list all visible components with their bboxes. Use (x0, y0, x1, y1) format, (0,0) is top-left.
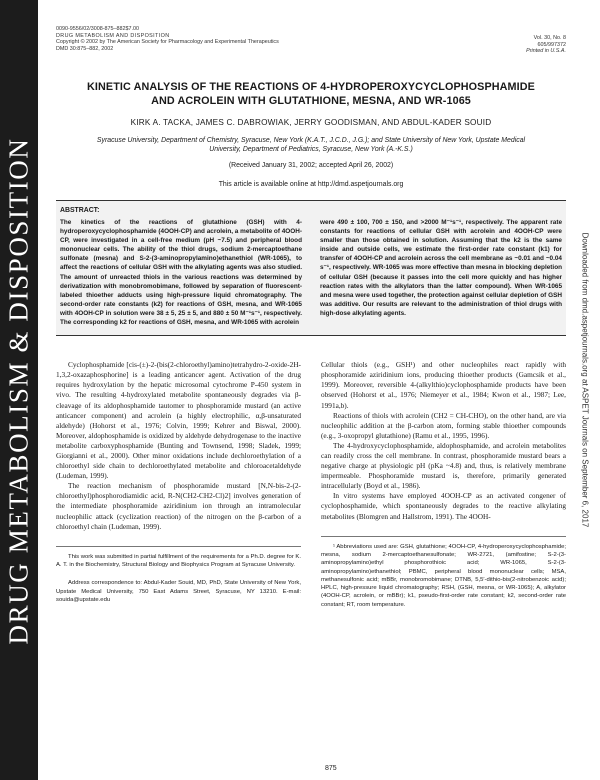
footnote-separator (56, 546, 301, 547)
header-volume: Vol. 30, No. 8 (533, 35, 566, 41)
footnote-separator (321, 536, 566, 537)
header-id: 605/997372 (537, 41, 566, 48)
body-paragraph: Cellular thiols (e.g., GSH¹) and other nucleophiles react rapidly with phosphoramide aziridinium ions, producing thioether products (Gamcsik et al., 1999). Moreover, reversible 4-(alkylthio)cyclophosphamide products have been observed (Hohorst et al., 1976; Niemeyer et al., 1984; Kwon et al., 1987; Lee, 1991a,b). (321, 360, 566, 410)
article-title (56, 80, 566, 108)
header-citation: DMD 30:875–882, 2002 (56, 45, 114, 52)
title-line-2: AND ACROLEIN WITH GLUTATHIONE, MESNA, AND WR-1065 (151, 95, 471, 107)
correspondence-footnote: Address correspondence to: Abdul-Kader Souid, MD, PhD, State University of New York, Upstate Medical University, 750 East Adams Street, Syracuse, NY 13210. E-mail: souida@upstate.edu (56, 580, 301, 603)
running-header (56, 26, 566, 60)
header-copyright: Copyright © 2002 by The American Society for Pharmacology and Experimental Therapeutics (56, 39, 279, 45)
body-paragraph: The 4-hydroxycyclophosphamide, aldophosphamide, and acrolein metabolites can readily cross the cell membrane. In contrast, phosphoramide mustard bears a negative charge at physiologic pH (pKa ~4.8) and, thus, is relatively membrane impermeable. Phosphoramide mustard is, therefore, primarily generated intracellularly (Boyd et al., 1986). (321, 440, 566, 491)
author-list: KIRK A. TACKA, JAMES C. DABROWIAK, JERRY GOODISMAN, AND ABDUL-KADER SOUID (130, 118, 492, 127)
download-note: Downloaded from dmd.aspetjournals.org at ASPET Journals on September 6, 2017 (580, 232, 590, 528)
header-printed: Printed in U.S.A. (526, 48, 566, 54)
header-right (526, 35, 566, 55)
body-right-column (321, 360, 566, 609)
online-availability: This article is available online at http://dmd.aspetjournals.org (218, 181, 404, 188)
abstract-heading: ABSTRACT: (60, 207, 100, 214)
title-line-1: KINETIC ANALYSIS OF THE REACTIONS OF 4-HYDROPEROXYCYCLOPHOSPHAMIDE (87, 81, 535, 93)
body-paragraph: Cyclophosphamide [cis-(±)-2-(bis(2-chloroethyl)amino)tetrahydro-2-oxide-2H-1,3,2-oxazaphosphorine] is a leading anticancer agent. Activation of the drug requires hydroxylation by the hepatic microsomal cytochrome P-450 system in vivo. The resulting 4-hydroxylated metabolite spontaneously degrades via β-cleavage of its aldophosphamide tautomer to phosphoramide mustard (an active anticancer component) and acrolein (a highly electrophilic, α,β-unsaturated aldehyde) (Hohorst et al., 1976; Colvin, 1999; Kehrer and Biswal, 2000). Moreover, aldophosphamide is oxidized by aldehyde dehydrogenase to the inactive metabolite carboxyphosphamide (Bunting and Townsend, 1998; Sladek, 1999; Giorgianni et al., 2000). Other minor oxidations include dechloroethylation of a chloroethyl side chain to dechloroethylated metabolite and chloroacetaldehyde (Ludeman, 1999). (56, 360, 301, 481)
abstract-right-column: were 490 ± 100, 700 ± 150, and >2000 M⁻¹s⁻¹, respectively. The apparent rate constants for reactions of cellular GSH with acrolein and 4OOH-CP were smaller than those obtained in solution. Assuming that the k2 is the same inside and outside cells, we estimate the first-order rate constant (k1) for transfer of 4OOH-CP and acrolein across the cell membrane as ~0.01 and ~0.04 s⁻¹, respectively. WR-1065 was more effective than mesna in blocking depletion of cellular GSH (because it passes into the cell more quickly and has higher reaction rates with the alkylators than the latter compound). When WR-1065 and mesna were used together, the protection against cellular depletion of GSH was additive. Our results are relevant to the administration of thiol drugs with high-dose alkylating agents. (320, 219, 562, 317)
page-number: 875 (325, 765, 337, 772)
affiliation-line-2: University, Department of Pediatrics, Syracuse, New York (A.-K.S.) (209, 146, 413, 153)
header-left (56, 26, 279, 52)
body-left-column (56, 360, 301, 609)
header-journal: DRUG METABOLISM AND DISPOSITION (56, 32, 170, 39)
body-paragraph: Reactions of thiols with acrolein (CH2 = CH-CHO), on the other hand, are via nucleophilic addition at the β-carbon atom, forming stable thioether compounds (e.g., 3-oxopropyl glutathione) (Ramu et al., 1995, 1996). (321, 410, 566, 440)
body-paragraph: The reaction mechanism of phosphoramide mustard [N,N-bis-2-(2-chloroethyl)phosphorodiamidic acid, R-N(CH2-CH2-Cl)2] involves generation of the intermediate phosphoramide aziridinium ion through an intramolecular nucleophilic attack (cyclization reaction) of the nitrogen on the β-carbon of a chloroethyl chain (Ludeman, 1999). (56, 481, 301, 531)
received-dates: (Received January 31, 2002; accepted April 26, 2002) (228, 162, 394, 169)
affiliations (56, 136, 566, 154)
abstract-columns (60, 218, 562, 327)
header-issn: 0090-9556/02/3008-875–882$7.00 (56, 26, 140, 32)
body-columns (56, 360, 566, 609)
abstract-left-column: The kinetics of the reactions of glutathione (GSH) with 4-hydroperoxycyclophosphamide (4OOH-CP) and acrolein, a metabolite of 4OOH-CP, were investigated in a cell-free medium (pH ~7.5) and peripheral blood mononuclear cells. The ability of the thiol drugs, sodium 2-mercaptoethane sulfonate (mesna) and S-2-(3-aminopropylamino)ethanethiol (WR-1065), to affect the reactions of cellular GSH with the alkylating agents was also studied. The amount of unreacted thiols in the various reactions was determined by derivatization with monobromobimane, followed by separation of fluorescent-labeled thioether adducts using high-pressure liquid chromatography. The second-order rate constants (k2) for reactions of GSH, mesna, and WR-1065 with 4OOH-CP in solution were 38 ± 5, 25 ± 5, and 880 ± 50 M⁻¹s⁻¹, respectively. The corresponding k2 for reactions of GSH, mesna, and WR-1065 with acrolein (60, 219, 302, 327)
page-content (56, 26, 566, 609)
funding-footnote: This work was submitted in partial fulfillment of the requirements for a Ph.D. degree for K. A. T. in the Biochemistry, Structural Biology and Biophysics Program at Syracuse University. (56, 553, 301, 569)
affiliation-line-1: Syracuse University, Department of Chemistry, Syracuse, New York (K.A.T., J.C.D., J.G.); and State University of New York, Upstate Medical (96, 137, 526, 144)
abstract-box (56, 200, 566, 336)
journal-name-vertical: DRUG METABOLISM & DISPOSITION (3, 137, 34, 645)
journal-side-band (0, 0, 38, 780)
body-paragraph: In vitro systems have employed 4OOH-CP as an activated congener of cyclophosphamide, which spontaneously degrades to the reactive alkylating metabolites (Blomgren and Hallstrom, 1991). The 4OOH- (321, 491, 566, 521)
abbreviations-footnote: ¹ Abbreviations used are: GSH, glutathione; 4OOH-CP, 4-hydroperoxycyclophosphamide; mesna, sodium 2-mercaptoethanesulfonate; WR-2721, (amifostine; S-2-(3-aminopropylamino)ethyl phosphorothioic acid; WR-1065, S-2-(3-aminopropylamino)ethanethiol; PBMC, peripheral blood mononuclear cells; MSA, methanesulfonic acid; mBBr, monobromobimane; DTNB, 5,5′-dithio-bis(2-nitrobenzoic acid); HPLC, high-pressure liquid chromatography; RSH, (GSH, mesna, or WR-1065); A, alkylator (4OOH-CP, acrolein, or mBBr); k1, pseudo-first-order rate constant; k2, second-order rate constant; RT, room temperature. (321, 543, 566, 608)
